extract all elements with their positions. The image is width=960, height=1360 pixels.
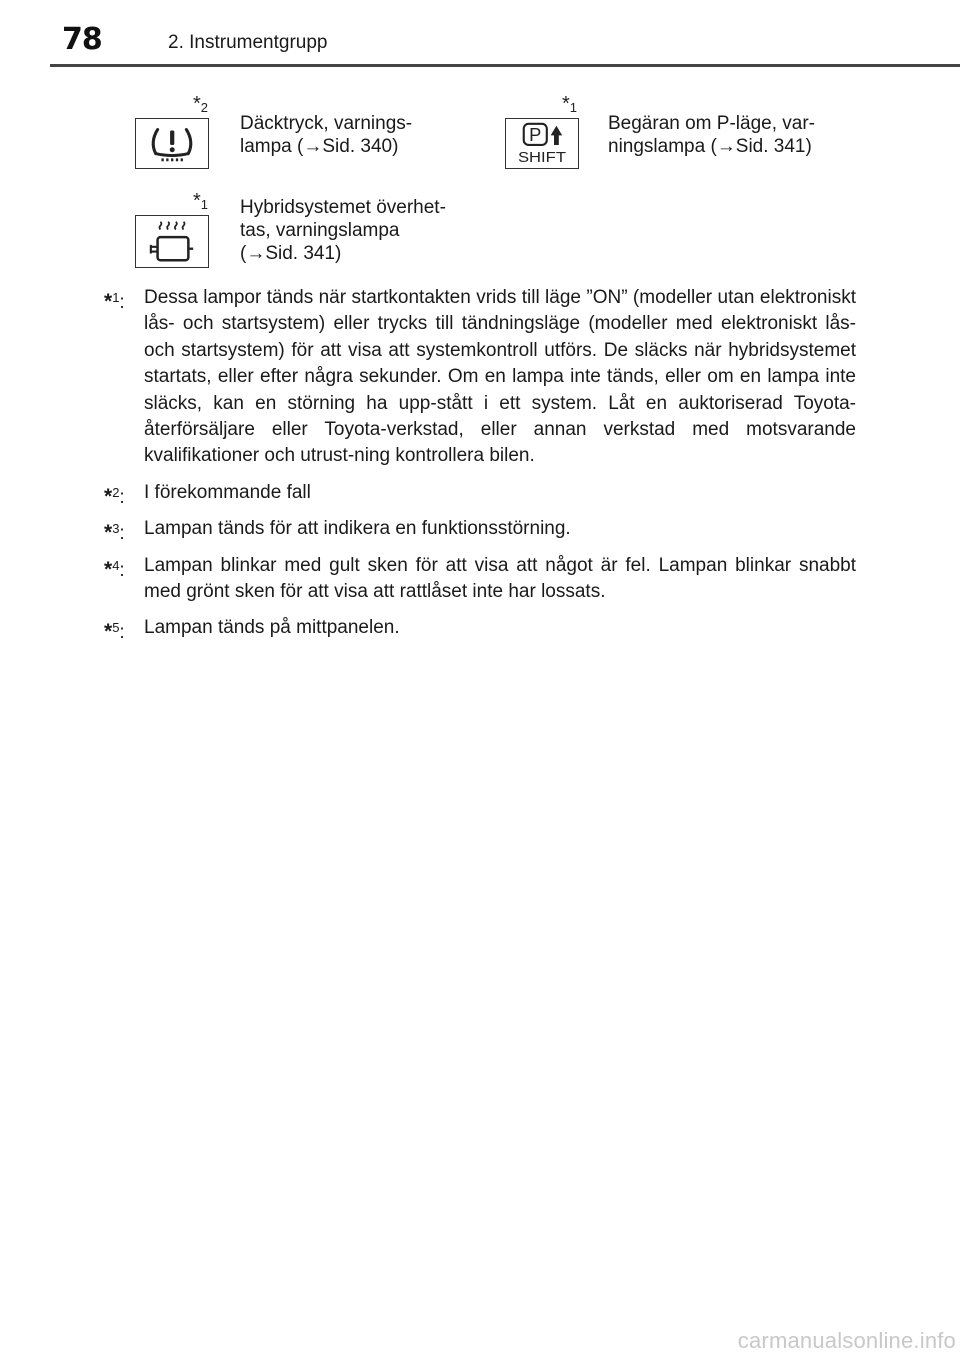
tire-pressure-warning-icon — [135, 118, 209, 169]
header-rule — [50, 64, 960, 67]
hybrid-system-overheat-icon — [135, 215, 209, 268]
footnote-text: Lampan blinkar med gult sken för att visa att något är fel. Lampan blinkar snabbt med grönt sken för att visa att rattlåset inte har lossats. — [144, 554, 856, 603]
footnote-text: Dessa lampor tänds när startkontakten vrids till läge ”ON” (modeller utan elektroniskt lås- och startsystem) eller trycks till tändningsläge (modeller med elektroniskt lås- och startsystem) för att visa att systemkontroll utförs. De släcks när hybridsystemet startats, eller efter några sekunder. Om en lampa inte tänds, eller om en lampa inte släcks, kan en störning ha upp-stått i ett system. Låt en auktoriserad Toyota-återförsäljare eller Toyota-verkstad, eller annan verkstad med motsvarande kvalifikationer och utrust-ning kontrollera bilen. — [144, 287, 856, 467]
footnote-text: Lampan tänds för att indikera en funktionsstörning. — [144, 518, 571, 540]
footnote — [104, 480, 856, 506]
p-shift-request-icon — [505, 118, 579, 169]
indicator-note-marker: $*_1$ — [562, 93, 578, 115]
footnote-text: I förekommande fall — [144, 481, 311, 503]
indicator-note-marker: $*_2$ — [193, 93, 209, 115]
footnote — [104, 516, 856, 545]
watermark: carmanualsonline.info — [737, 1328, 956, 1353]
footnote — [104, 553, 856, 606]
footnote-list — [104, 285, 856, 652]
footnote-marker: *$^1$: — [104, 290, 125, 313]
page-number: 78 — [62, 22, 102, 57]
footnote — [104, 615, 856, 644]
p-shift-icon-letter: P — [529, 124, 542, 146]
indicator-note-marker: $*_1$ — [193, 190, 209, 212]
p-shift-icon-word: SHIFT — [517, 150, 567, 167]
footnote-text: Lampan tänds på mittpanelen. — [144, 617, 400, 639]
indicator-description: Begäran om P-läge, var- ningslampa (→Sid. 341) — [608, 113, 815, 157]
page-header — [0, 0, 960, 70]
section-title: 2. Instrumentgrupp — [168, 32, 328, 53]
indicator-description: Hybridsystemet överhet- tas, varningslampa (→Sid. 341) — [240, 197, 446, 264]
footnote-marker: *$^5$: — [104, 620, 125, 644]
indicator-description: Däcktryck, varnings- lampa (→Sid. 340) — [240, 113, 413, 157]
footnote-marker: *$^3$: — [104, 521, 125, 545]
footnote — [104, 285, 856, 470]
footnote-marker: *$^2$: — [104, 484, 125, 508]
footnote-marker: *$^4$: — [104, 557, 125, 581]
